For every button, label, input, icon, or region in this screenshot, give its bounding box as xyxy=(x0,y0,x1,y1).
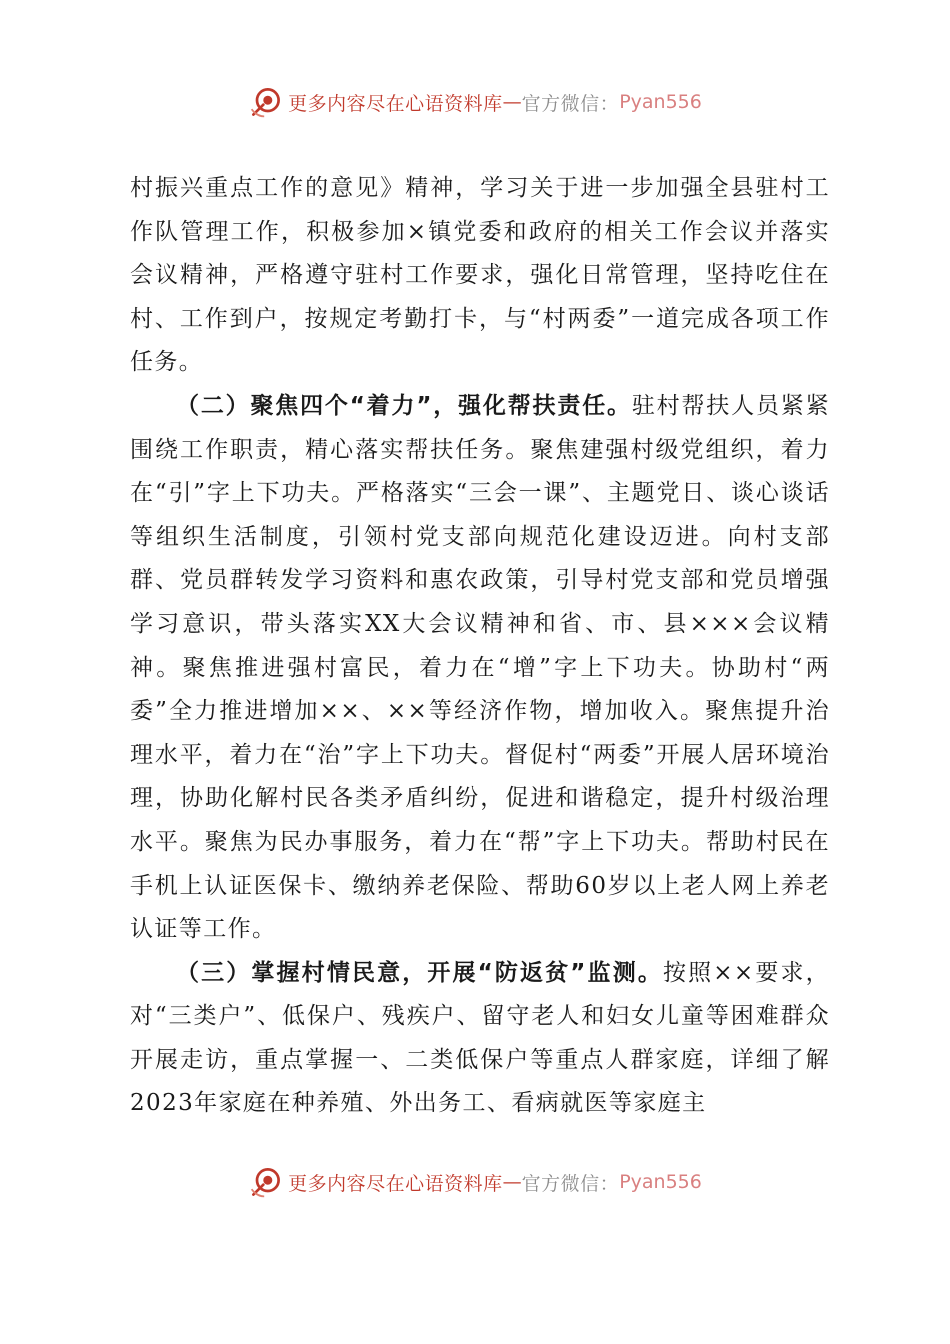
footer-wechat-label: 官方微信： xyxy=(521,1172,620,1195)
brand-logo-icon xyxy=(248,1164,284,1200)
header-wechat-label: 官方微信： xyxy=(521,92,620,115)
header-wechat-id: Pyan556 xyxy=(619,91,702,113)
header-banner xyxy=(0,80,950,124)
paragraph-continuation: 村振兴重点工作的意见》精神，学习关于进一步加强全县驻村工作队管理工作，积极参加×镇党委和政府的相关工作会议并落实会议精神，严格遵守驻村工作要求，强化日常管理，坚持吃住在村、工作到户，按规定考勤打卡，与“村两委”一道完成各项工作任务。 xyxy=(130,175,830,376)
section-3-heading: （三）掌握村情民意，开展“防返贫”监测。 xyxy=(176,959,663,986)
footer-separator: — xyxy=(502,1171,522,1193)
header-promo-text: 更多内容尽在心语资料库 xyxy=(288,92,503,115)
document-body xyxy=(130,167,830,1126)
section-3-text: 按照××要求，对“三类户”、低保户、残疾户、留守老人和妇女儿童等困难群众开展走访，重点掌握一、二类低保户等重点人群家庭，详细了解2023年家庭在种养殖、外出务工、看病就医等家庭主 xyxy=(130,959,831,1117)
paragraph-section-2 xyxy=(130,385,830,952)
section-2-heading: （二）聚焦四个“着力”，强化帮扶责任。 xyxy=(176,392,632,419)
header-separator: — xyxy=(502,91,522,113)
footer-wechat-id: Pyan556 xyxy=(619,1171,702,1193)
footer-promo-text: 更多内容尽在心语资料库 xyxy=(288,1172,503,1195)
footer-banner xyxy=(0,1160,950,1204)
section-2-text: 驻村帮扶人员紧紧围绕工作职责，精心落实帮扶任务。聚焦建强村级党组织，着力在“引”字上下功夫。严格落实“三会一课”、主题党日、谈心谈话等组织生活制度，引领村党支部向规范化建设迈进。向村支部群、党员群转发学习资料和惠农政策，引导村党支部和党员增强学习意识，带头落实XX大会议精神和省、市、县×××会议精神。聚焦推进强村富民，着力在“增”字上下功夫。协助村“两委”全力推进增加××、××等经济作物，增加收入。聚焦提升治理水平，着力在“治”字上下功夫。督促村“两委”开展人居环境治理，协助化解村民各类矛盾纠纷，促进和谐稳定，提升村级治理水平。聚焦为民办事服务，着力在“帮”字上下功夫。帮助村民在手机上认证医保卡、缴纳养老保险、帮助60岁以上老人网上养老认证等工作。 xyxy=(130,392,830,943)
paragraph-section-3 xyxy=(130,952,830,1126)
brand-logo-icon xyxy=(248,84,284,120)
